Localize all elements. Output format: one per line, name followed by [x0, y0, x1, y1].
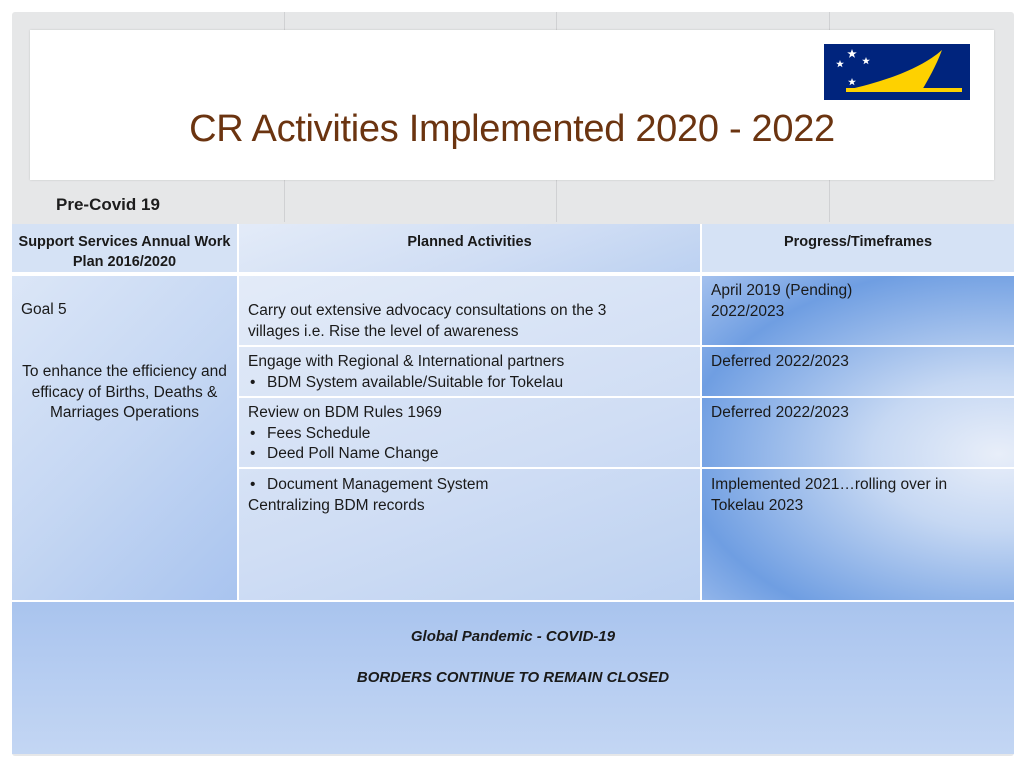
- activity-line: villages i.e. Rise the level of awareness: [248, 322, 519, 340]
- progress-line: April 2019 (Pending): [711, 282, 853, 299]
- column-divider: [237, 224, 239, 600]
- progress-line: Implemented 2021…rolling over in: [711, 476, 948, 493]
- activity-line: Carry out extensive advocacy consultations on the 3: [248, 302, 607, 319]
- header-divider: [12, 272, 1014, 276]
- activity-row-1: [248, 301, 693, 342]
- row-divider: [239, 467, 1014, 469]
- activity-row-2: [248, 352, 693, 393]
- progress-row-3: Deferred 2022/2023: [711, 404, 849, 421]
- header-progress: Progress/Timeframes: [702, 224, 1014, 272]
- progress-row-2: Deferred 2022/2023: [711, 353, 849, 370]
- activity-line: Centralizing BDM records: [248, 496, 425, 514]
- goal-label: Goal 5: [21, 301, 67, 318]
- progress-column: [702, 276, 1014, 600]
- pandemic-notice: [12, 602, 1014, 754]
- pandemic-line: Global Pandemic - COVID-19: [410, 628, 616, 645]
- goal-cell: [12, 276, 237, 600]
- page-title: CR Activities Implemented 2020 - 2022: [189, 108, 835, 150]
- activity-bullet: • BDM System available/Suitable for Tokelau: [248, 373, 693, 394]
- activity-bullet: • Fees Schedule: [248, 424, 693, 445]
- tokelau-flag-icon: [824, 44, 970, 100]
- activity-title: Review on BDM Rules 1969: [248, 404, 442, 421]
- column-divider: [700, 224, 702, 600]
- header-planned-activities: Planned Activities: [239, 224, 700, 272]
- activity-row-4: [248, 475, 693, 516]
- activity-bullet: • Deed Poll Name Change: [248, 444, 693, 465]
- goal-description: To enhance the efficiency and efficacy of Births, Deaths & Marriages Operations: [22, 363, 227, 421]
- progress-line: Tokelau 2023: [711, 496, 804, 514]
- row-divider: [239, 345, 1014, 347]
- activity-title: Engage with Regional & International partners: [248, 353, 565, 370]
- section-label: Pre-Covid 19: [56, 195, 160, 214]
- activity-bullet: • Document Management System: [248, 475, 693, 496]
- title-panel: [30, 30, 994, 180]
- progress-row-1: [711, 281, 1007, 322]
- header-work-plan: Support Services Annual Work Plan 2016/2020: [12, 224, 237, 272]
- borders-line: BORDERS CONTINUE TO REMAIN CLOSED: [356, 669, 670, 686]
- activity-row-3: [248, 403, 693, 465]
- progress-row-4: [711, 475, 1007, 516]
- row-divider: [239, 396, 1014, 398]
- progress-line: 2022/2023: [711, 302, 785, 320]
